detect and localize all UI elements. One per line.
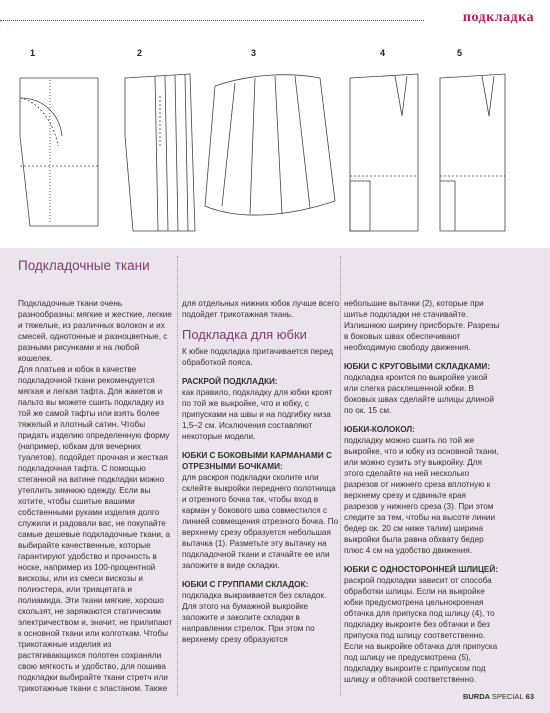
subheading: ЮБКИ С ГРУППАМИ СКЛАДОК: — [182, 580, 309, 589]
paragraph: раскрой подкладки зависит от способа обработки шлицы. Если на выкройке юбки предусмотрена цельнокроеная обтачка для припуска под шлицу (4), то подкладку выкроите без обтачки и без припуска под шлицу соответственно. Если на выкройке обтачка для припуска под шлицу не предусмотрена (5), подкладку выкроите с припуском под шлицу и обтачкой соответственно. — [344, 576, 498, 684]
pattern-5 — [440, 74, 505, 231]
column-divider-2 — [340, 256, 341, 696]
section-heading: Подкладка для юбки — [182, 327, 307, 342]
page-number: 63 — [525, 692, 534, 701]
main-heading: Подкладочные ткани — [18, 258, 150, 273]
paragraph: для раскроя подкладки сколите или склейте выкройки переднего полотнища и отрезного бочка так, чтобы вход в карман у бокового шва совместился с линией совмещения отрезного бочка. По верхнему срезу образуется небольшая вытачка (1). Разметьте эту вытачку на подкладочной ткани и стачайте ее или заложите в виде складки. — [182, 473, 339, 570]
column-1 — [18, 298, 174, 694]
column-3 — [344, 298, 500, 685]
subheading: ЮБКИ С ОДНОСТОРОННЕЙ ШЛИЦЕЙ: — [344, 565, 498, 574]
paragraph: подкладку можно сшить по той же выкройке, что и юбку из основной ткани, или можно сузить эту выкройку. Для этого сделайте на ней несколько разрезов от нижнего среза вплотную к верхнему срезу и сдвиньте края разрезов у нижнего среза (3). При этом следите за тем, чтобы на высоте линии бедер ок. 20 см ниже талии) ширина выкройки была равна обхвату бедер плюс 4 см на удобство движения. — [344, 436, 499, 555]
pattern-4 — [350, 74, 418, 231]
paragraph: подкладка выкраивается без складок. Для этого на бумажной выкройке заложите и заколите складки в направлении стрелок. При этом по верхнему срезу образуются — [182, 591, 327, 644]
section-title: подкладка — [462, 10, 534, 25]
skirt-pattern-diagrams — [0, 56, 550, 236]
header-rule — [0, 20, 424, 21]
figure-number-5: 5 — [457, 48, 463, 58]
paragraph: небольшие вытачки (2), которые при шитье подкладки не стачивайте. Излишнюю ширину присборьте. Разрезы в боковых швах обеспечивают необходимую свободу движения. — [344, 299, 500, 352]
footer-edition: SPECIAL — [491, 692, 524, 701]
footer-brand: BURDA — [462, 692, 490, 701]
figure-number-2: 2 — [137, 48, 143, 58]
pattern-3 — [205, 75, 335, 215]
paragraph: Подкладочные ткани очень разнообразны: мягкие и жесткие, легкие и тяжелые, из различных волокон и их смесей, однотонные и разноцветные, с разными рисунками и на любой кошелек. — [18, 299, 172, 363]
column-divider-1 — [177, 256, 178, 696]
figure-number-1: 1 — [30, 48, 36, 58]
subheading: ЮБКИ-КОЛОКОЛ: — [344, 425, 415, 434]
pattern-1 — [20, 78, 98, 226]
figure-number-3: 3 — [251, 48, 257, 58]
column-2 — [182, 298, 340, 645]
subheading: ЮБКИ С БОКОВЫМИ КАРМАНАМИ С ОТРЕЗНЫМИ БОЧКАМИ: — [182, 451, 332, 471]
figure-number-4: 4 — [380, 48, 386, 58]
page-footer — [463, 692, 534, 701]
paragraph: подкладка кроится по выкройке узкой или слегка расклешенной юбки. В боковых швах сделайте шлицы длиной по ок. 15 см. — [344, 373, 494, 415]
pattern-2 — [125, 74, 195, 231]
subheading: РАСКРОЙ ПОДКЛАДКИ: — [182, 377, 278, 386]
paragraph: как правило, подкладку для юбки кроят по той же выкройке, что и юбку, с припусками на швы и на подгибку низа 1,5–2 см. Исключения составляют некоторые модели. — [182, 388, 333, 441]
paragraph: для отдельных нижних юбок лучше всего подойдет трикотажная ткань. — [182, 299, 340, 319]
paragraph: К юбке подкладка притачивается перед обработкой пояса. — [182, 347, 334, 367]
subheading: ЮБКИ С КРУГОВЫМИ СКЛАДКАМИ: — [344, 362, 490, 371]
paragraph: Для платьев и юбок в качестве подкладочной ткани рекомендуется мягкая и легкая тафта. Для жакетов и пальто вы можете сшить подкладку из той же самой тафты или взять более тяжелый и плотный сатин. Чтобы придать изделию определенную форму (например, юбкам для вечерних туалетов), подойдет прочная и жесткая подкладочная тафта. С помощью стеганной на ватине подкладки можно утеплить зимнюю одежду. Если вы хотите, чтобы сшитые вашими собственными руками изделия долго служили и радовали вас, не покупайте самые дешевые подкладочные ткани, а выбирайте качественные, которые гарантируют удобство и прочность в носке, например из 100-процентной вискозы, или из смеси вискозы и полиэстера, или триацетата и полиамида. Эти ткани мягкие, хорошо скользят, не заряжаются статическим электричеством и, значит, не прилипают к основной ткани или колготкам. Чтобы трикотажные изделия из растягивающихся полотен сохраняли свою мягкость и удобство, для пошива подкладки выбирайте ткани стретч или трикотажные ткани с эластаном. Также — [18, 365, 173, 693]
